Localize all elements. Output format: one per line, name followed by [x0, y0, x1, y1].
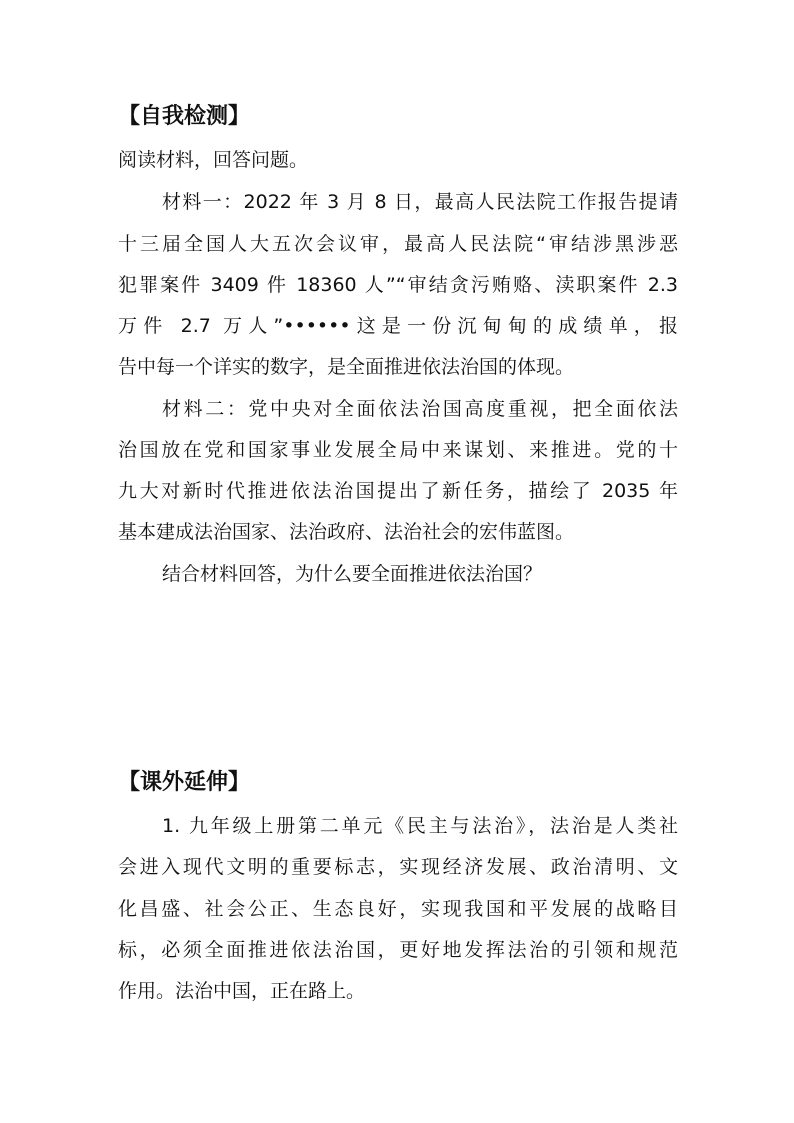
material-one-line: 告中每一个详实的数字，是全面推进依法治国的体现。: [118, 356, 575, 378]
extension-line: 标，必须全面推进依法治国，更好地发挥法治的引领和规范: [118, 939, 678, 961]
question-line: 结合材料回答，为什么要全面推进依法治国？: [162, 563, 543, 585]
material-two-line: 基本建成法治国家、法治政府、法治社会的宏伟蓝图。: [118, 521, 575, 543]
extension-line: 会进入现代文明的重要标志，实现经济发展、政治清明、文: [118, 856, 678, 878]
extension-heading: 【课外延伸】: [118, 770, 251, 795]
material-one-line: 十三届全国人大五次会议审，最高人民法院“审结涉黑涉恶: [118, 233, 678, 255]
material-two-line: 材料二：党中央对全面依法治国高度重视，把全面依法: [162, 398, 678, 420]
extension-line: 化昌盛、社会公正、生态良好，实现我国和平发展的战略目: [118, 898, 678, 920]
instruction-line: 阅读材料，回答问题。: [118, 149, 309, 171]
extension-line: 作用。法治中国，正在路上。: [118, 980, 366, 1002]
material-two-line: 九大对新时代推进依法治国提出了新任务，描绘了 2035 年: [118, 480, 678, 502]
material-one-line: 万件 2.7 万人”••••••这是一份沉甸甸的成绩单，报: [118, 315, 678, 337]
material-one-line: 犯罪案件 3409 件 18360 人”“审结贪污贿赂、渎职案件 2.3: [118, 274, 678, 296]
material-two-line: 治国放在党和国家事业发展全局中来谋划、来推进。党的十: [118, 439, 678, 461]
material-one-line: 材料一：2022 年 3 月 8 日，最高人民法院工作报告提请: [162, 191, 678, 213]
extension-line: 1. 九年级上册第二单元《民主与法治》，法治是人类社: [162, 815, 678, 837]
self-test-heading: 【自我检测】: [118, 104, 251, 129]
